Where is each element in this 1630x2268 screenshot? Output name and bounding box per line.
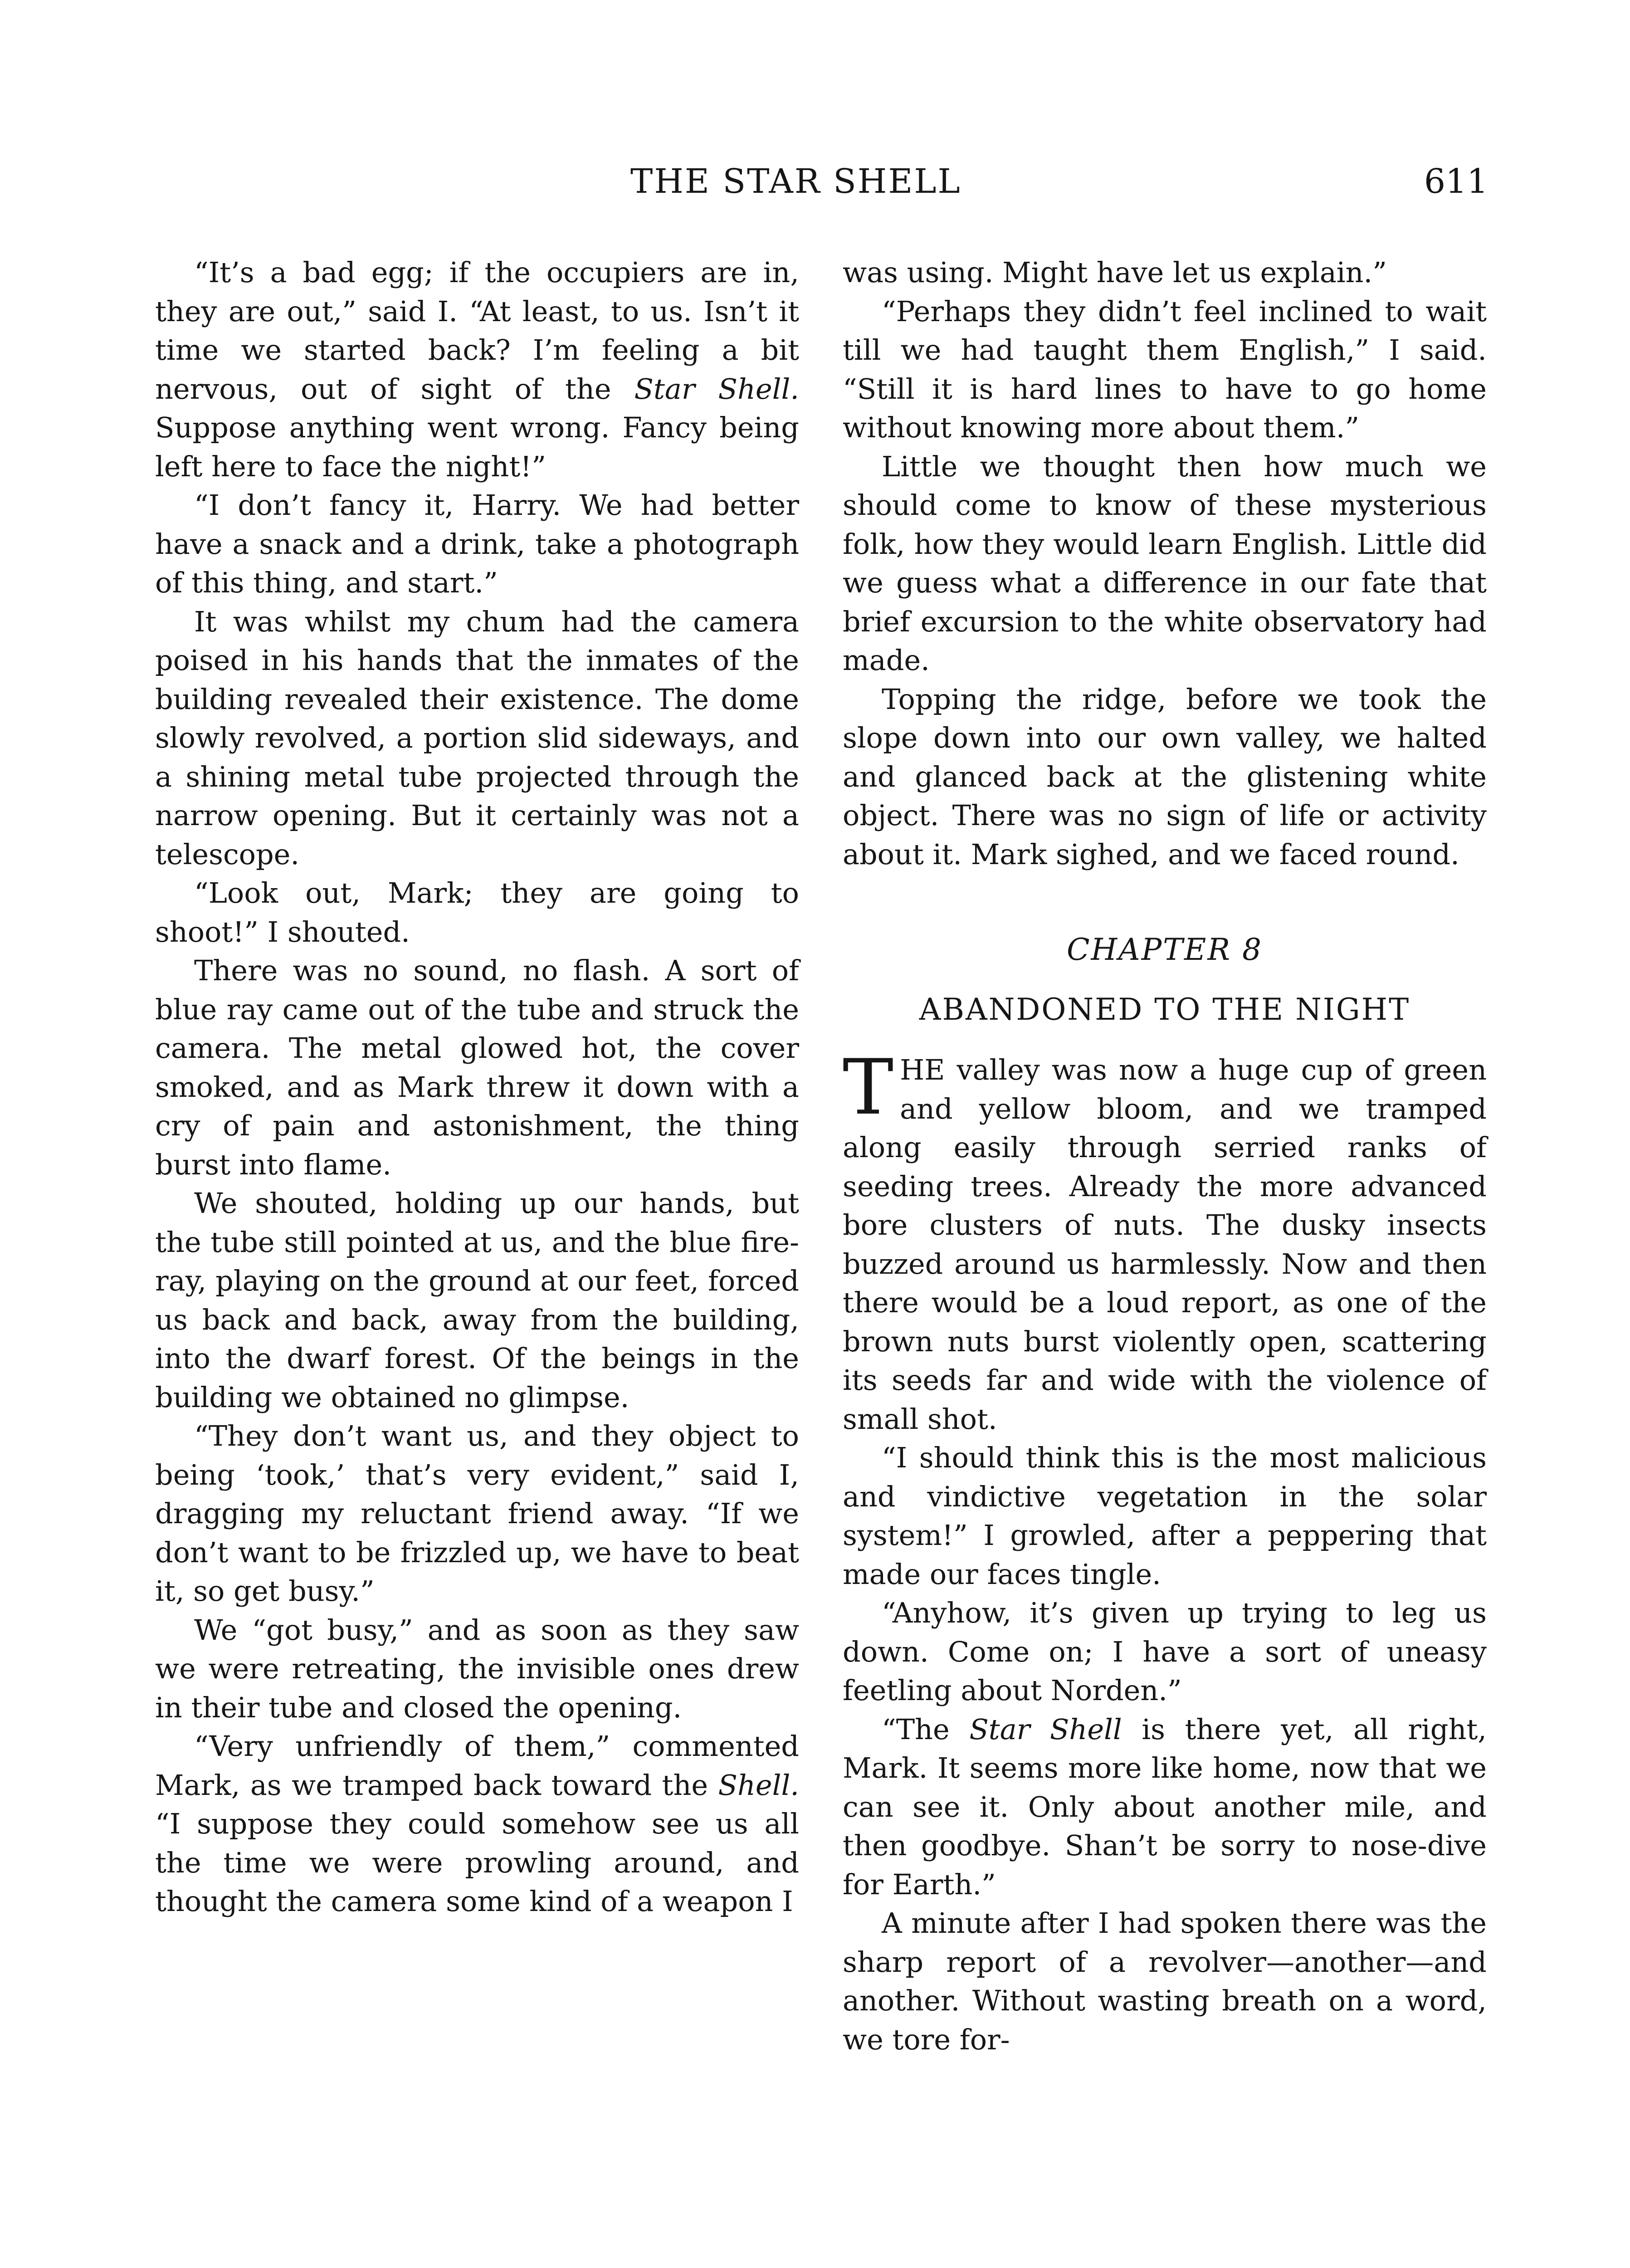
paragraph [843, 292, 1487, 447]
paragraph [155, 602, 799, 874]
text-run: “It’s a bad egg; if the occupiers are in, they are out,” said I. “At least, to us. Isn’t it time we started back? I’m feeling a bit nervous, out of sight of the [155, 256, 799, 406]
running-header [0, 154, 1630, 209]
text-run: is there yet, all right, Mark. It seems more like home, now that we can see it. Only about another mile, and then goodbye. Shan’t be sorry to nose-dive for Earth.” [843, 1712, 1487, 1901]
chapter-number: CHAPTER 8 [1067, 932, 1263, 967]
text-run: was using. Might have let us explain.” [843, 256, 1387, 289]
paragraph [155, 253, 799, 486]
paragraph [155, 874, 799, 951]
text-run: “Perhaps they didn’t feel inclined to wait till we had taught them English,” I said. “Still it is hard lines to have to go home without knowing more about them.” [843, 294, 1487, 444]
text-run: “I suppose they could somehow see us all the time we were prowling around, and thought the camera some kind of a weapon I [155, 1807, 799, 1918]
text-run: “The [882, 1712, 970, 1746]
paragraph [155, 1184, 799, 1417]
text-run: We “got busy,” and as soon as they saw we were retreating, the invisible ones drew in their tube and closed the opening. [155, 1613, 799, 1724]
paragraph [843, 253, 1487, 292]
chapter-opening-paragraph [843, 1043, 1487, 1438]
text-run: It was whilst my chum had the camera poised in his hands that the inmates of the building revealed their existence. The dome slowly revolved, a portion slid sideways, and a shining metal tube projected through the narrow opening. But it certainly was not a telescope. [155, 605, 799, 871]
chapter-title: ABANDONED TO THE NIGHT [919, 992, 1410, 1027]
text-run: “I don’t fancy it, Harry. We had better have a snack and a drink, take a photograph of this thing, and start.” [155, 489, 799, 599]
paragraph [843, 1438, 1487, 1593]
text-run: “Anyhow, it’s given up trying to leg us down. Come on; I have a sort of uneasy feetling about Norden.” [843, 1596, 1487, 1707]
opening-paragraph-text: valley was now a huge cup of green and yellow bloom, and we tramped along easily through serried ranks of seeding trees. Already the more advanced bore clusters of nuts. The dusky insects buzzed around us harmlessly. Now and then there would be a loud report, as one of the brown nuts burst violently open, scattering its seeds far and wide with the violence of small shot. [843, 1053, 1487, 1436]
text-run: We shouted, holding up our hands, but the tube still pointed at us, and the blue fire-ray, playing on the ground at our feet, forced us back and back, away from the building, into the dwarf forest. Of the beings in the building we obtained no glimpse. [155, 1187, 799, 1414]
paragraph [155, 1727, 799, 1921]
text-run: Topping the ridge, before we took the slope down into our own valley, we halted and glanced back at the glistening white object. There was no sign of life or activity about it. Mark sighed, and we faced round. [843, 682, 1487, 871]
italic-text: Star Shell [969, 1712, 1122, 1746]
opening-word-rest: HE [900, 1053, 945, 1086]
text-run: “They don’t want us, and they object to being ‘took,’ that’s very evident,” said I, dragging my reluctant friend away. “If we don’t want to be frizzled up, we have to beat it, so get busy.” [155, 1419, 799, 1608]
text-run: Suppose anything went wrong. Fancy being left here to face the night!” [155, 411, 799, 483]
italic-text: Shell. [718, 1768, 799, 1802]
text-run: “Look out, Mark; they are going to shoot!” I shouted. [155, 876, 799, 948]
paragraph [843, 1904, 1487, 2059]
page-number: 611 [1424, 162, 1488, 201]
italic-text: Star Shell. [634, 372, 799, 406]
text-run: “I should think this is the most malicious and vindictive vegetation in the solar system!” I growled, after a peppering that made our faces tingle. [843, 1441, 1487, 1591]
right-column-bottom-text [843, 1438, 1487, 2059]
right-column [843, 253, 1487, 2268]
paragraph [843, 680, 1487, 874]
paragraph [155, 1417, 799, 1611]
right-column-top-text [843, 253, 1487, 874]
paragraph [843, 1710, 1487, 1904]
drop-cap: T [843, 1043, 894, 1132]
paragraph [155, 486, 799, 602]
paragraph [155, 1611, 799, 1727]
text-run: “Very unfriendly of them,” commented Mark, as we tramped back toward the [155, 1730, 799, 1802]
paragraph [843, 447, 1487, 680]
text-run: A minute after I had spoken there was the sharp report of a revolver—another—and another. Without wasting breath on a word, we tore for- [843, 1906, 1487, 2056]
paragraph [155, 951, 799, 1184]
text-run: Little we thought then how much we should come to know of these mysterious folk, how they would learn English. Little did we guess what a difference in our fate that brief excursion to the white observatory had made. [843, 450, 1487, 677]
text-run: There was no sound, no flash. A sort of blue ray came out of the tube and struck the camera. The metal glowed hot, the cover smoked, and as Mark threw it down with a cry of pain and astonishment, the thing burst into flame. [155, 954, 799, 1181]
left-column [155, 253, 799, 2268]
paragraph [843, 1593, 1487, 1710]
running-title: THE STAR SHELL [630, 162, 961, 201]
